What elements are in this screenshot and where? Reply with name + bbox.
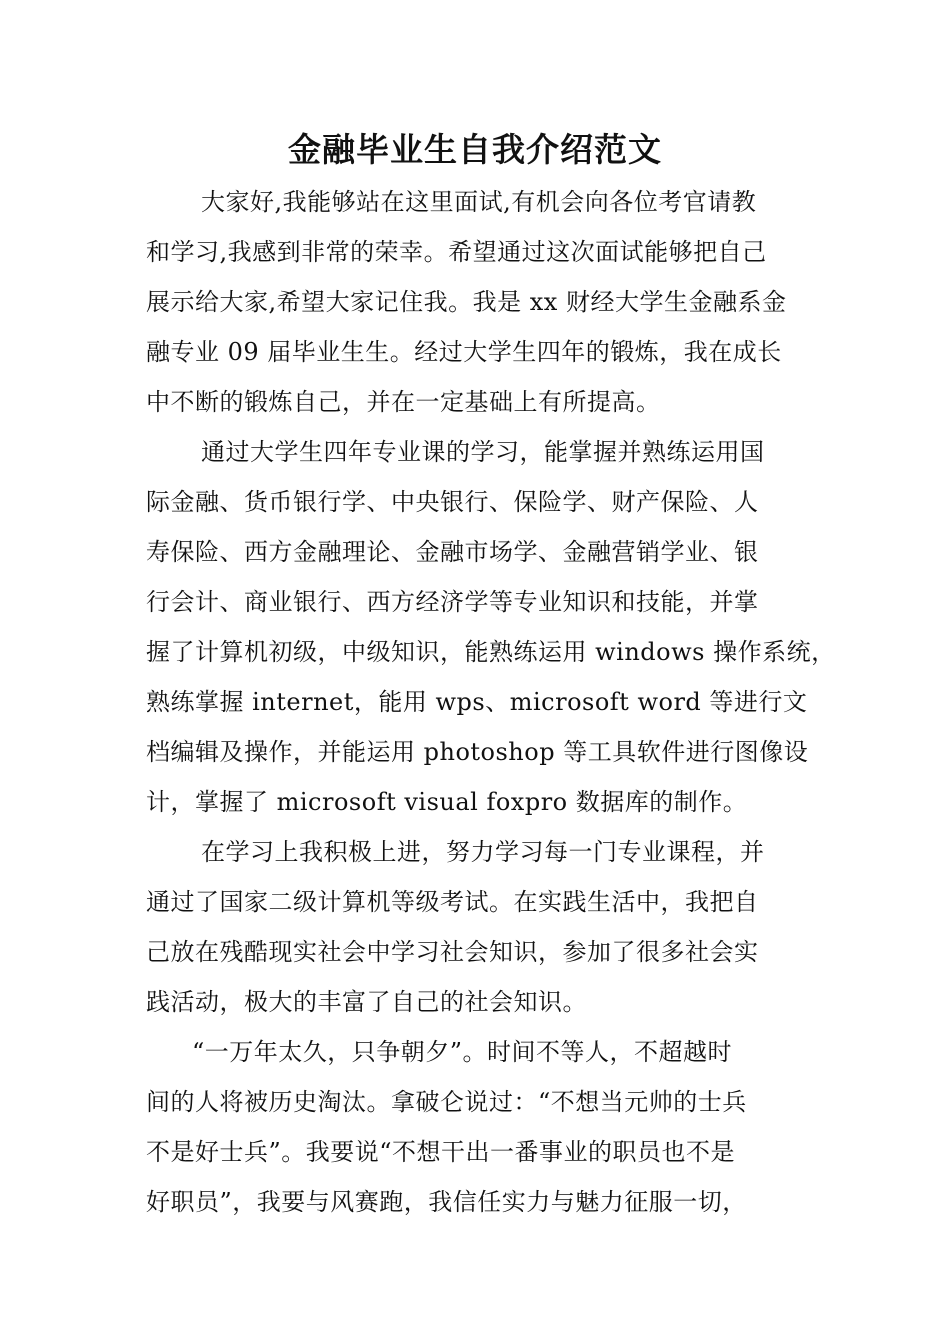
paragraph-4-line-2: 间的人将被历史淘汰。拿破仑说过：“不想当元帅的士兵 <box>146 1088 747 1116</box>
paragraph-3-line-3: 己放在残酷现实社会中学习社会知识，参加了很多社会实 <box>146 938 759 966</box>
paragraph-3-line-2: 通过了国家二级计算机等级考试。在实践生活中，我把自 <box>146 888 759 916</box>
paragraph-2-line-3: 寿保险、西方金融理论、金融市场学、金融营销学业、银 <box>146 538 759 566</box>
paragraph-2-line-5: 握了计算机初级，中级知识，能熟练运用 windows 操作系统， <box>146 638 836 666</box>
paragraph-2-line-6: 熟练掌握 internet，能用 wps、microsoft word 等进行文 <box>146 688 808 716</box>
paragraph-2-line-4: 行会计、商业银行、西方经济学等专业知识和技能，并掌 <box>146 588 759 616</box>
paragraph-3-line-1: 在学习上我积极上进，努力学习每一门专业课程，并 <box>201 838 765 866</box>
paragraph-1-line-4: 融专业 09 届毕业生生。经过大学生四年的锻炼，我在成长 <box>146 338 782 366</box>
paragraph-1-line-5: 中不断的锻炼自己，并在一定基础上有所提高。 <box>146 388 661 416</box>
document-title: 金融毕业生自我介绍范文 <box>288 130 662 169</box>
paragraph-4-line-3: 不是好士兵”。我要说“不想干出一番事业的职员也不是 <box>146 1138 736 1166</box>
paragraph-1-line-3: 展示给大家,希望大家记住我。我是 xx 财经大学生金融系金 <box>146 288 787 316</box>
paragraph-4-line-1: “一万年太久，只争朝夕”。时间不等人，不超越时 <box>192 1038 733 1066</box>
paragraph-1-line-2: 和学习,我感到非常的荣幸。希望通过这次面试能够把自己 <box>146 238 767 266</box>
paragraph-1-line-1: 大家好,我能够站在这里面试,有机会向各位考官请教 <box>201 188 757 216</box>
paragraph-2-line-8: 计，掌握了 microsoft visual foxpro 数据库的制作。 <box>146 788 748 816</box>
paragraph-2-line-1: 通过大学生四年专业课的学习，能掌握并熟练运用国 <box>201 438 765 466</box>
document-body <box>146 177 836 1227</box>
paragraph-2-line-7: 档编辑及操作，并能运用 photoshop 等工具软件进行图像设 <box>146 738 809 766</box>
paragraph-4-line-4: 好职员”，我要与风赛跑，我信任实力与魅力征服一切， <box>146 1188 747 1216</box>
paragraph-3-line-4: 践活动，极大的丰富了自己的社会知识。 <box>146 988 587 1016</box>
paragraph-2-line-2: 际金融、货币银行学、中央银行、保险学、财产保险、人 <box>146 488 759 516</box>
